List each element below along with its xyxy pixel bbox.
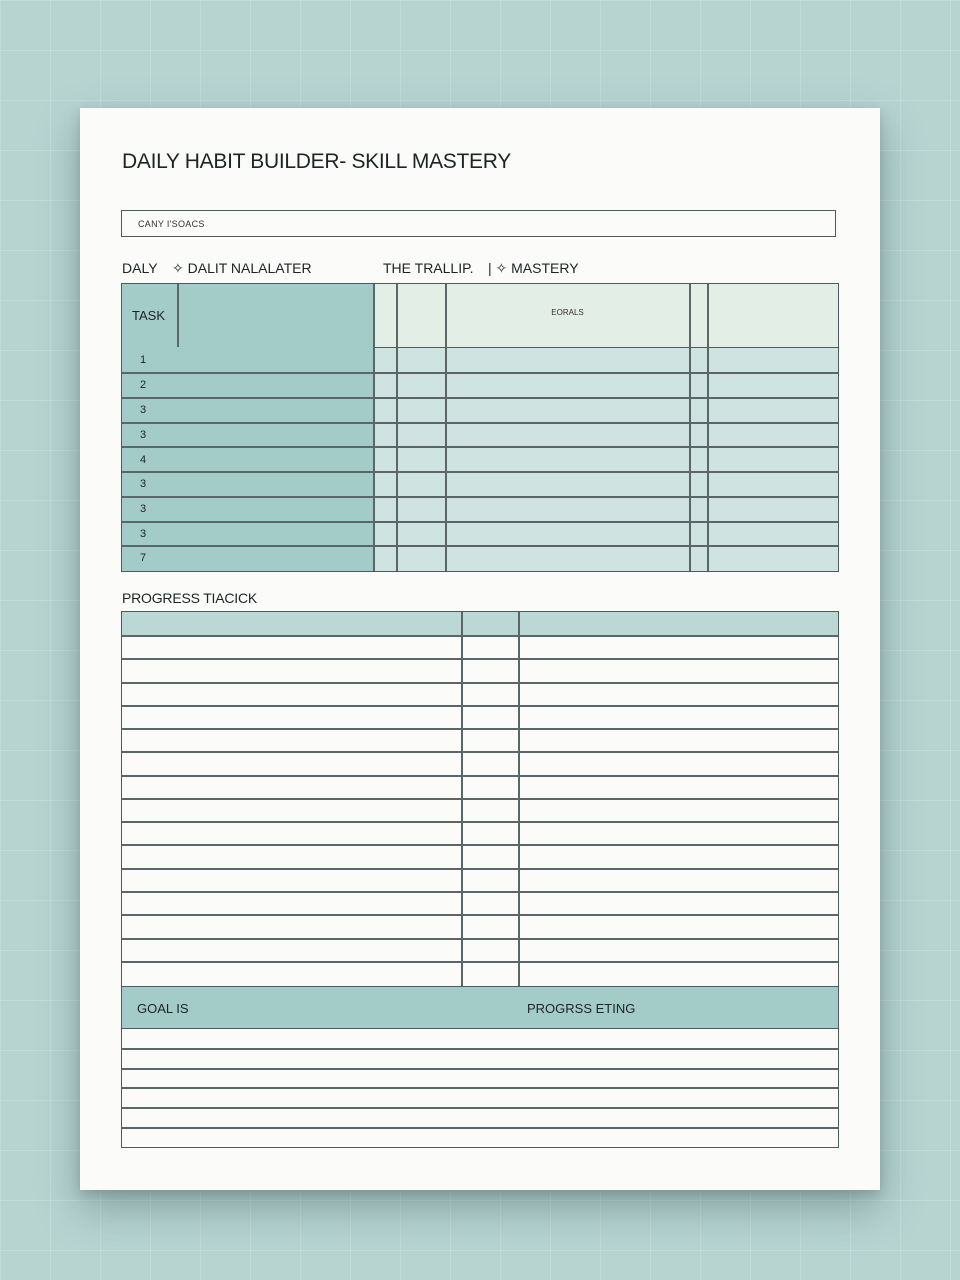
row-divider <box>122 1127 838 1129</box>
row-divider <box>122 1068 838 1070</box>
worksheet-page <box>80 108 880 1190</box>
row-divider <box>122 891 838 893</box>
progress-rating-header: PROGRSS ETING <box>527 1001 636 1016</box>
column-divider <box>396 284 398 571</box>
progress-section-title: PROGRESS TIACICK <box>122 590 258 606</box>
row-number: 3 <box>140 503 147 515</box>
row-divider <box>122 1107 838 1109</box>
row-number: 3 <box>140 404 147 416</box>
row-divider <box>122 821 838 823</box>
column-divider <box>177 284 179 347</box>
row-divider <box>122 938 838 940</box>
row-divider <box>122 1087 838 1089</box>
row-divider <box>122 372 838 374</box>
row-divider <box>122 798 838 800</box>
mastery-label: | ✧ MASTERY <box>488 260 579 276</box>
goals-table-header <box>122 987 838 1029</box>
row-divider <box>122 496 838 498</box>
row-divider <box>122 422 838 424</box>
progress-table[interactable] <box>121 611 839 987</box>
row-divider <box>122 521 838 523</box>
progress-table-header <box>122 612 838 635</box>
column-divider <box>373 284 375 571</box>
name-field-label: CANY I'SOACS <box>138 219 205 229</box>
name-field[interactable] <box>121 210 836 237</box>
row-number: 2 <box>140 379 147 391</box>
row-divider <box>122 961 838 963</box>
row-divider <box>122 397 838 399</box>
row-number: 1 <box>140 354 147 366</box>
row-number: 7 <box>140 552 147 564</box>
row-divider <box>122 844 838 846</box>
task-table <box>121 283 839 572</box>
row-divider <box>122 471 838 473</box>
column-divider <box>689 284 691 571</box>
row-divider <box>122 775 838 777</box>
row-number: 3 <box>140 429 147 441</box>
row-divider <box>122 1048 838 1050</box>
task-header: TASK <box>132 308 165 323</box>
row-number: 3 <box>140 528 147 540</box>
tracker-label: THE TRALLIP. <box>383 260 474 276</box>
goals-table[interactable] <box>121 986 839 1148</box>
row-divider <box>122 751 838 753</box>
row-divider <box>122 635 838 637</box>
row-divider <box>122 728 838 730</box>
row-number: 4 <box>140 454 147 466</box>
column-divider <box>707 284 709 571</box>
row-divider <box>122 914 838 916</box>
row-divider <box>122 658 838 660</box>
row-divider <box>122 705 838 707</box>
row-divider <box>122 446 838 448</box>
daily-label: DALY <box>122 260 158 276</box>
goals-header: GOAL IS <box>137 1001 189 1016</box>
goals-header: EORALS <box>551 308 584 317</box>
column-divider <box>445 284 447 571</box>
row-divider <box>122 545 838 547</box>
habit-tracker-label: ✧ DALIT NALALATER <box>172 260 312 276</box>
row-number: 3 <box>140 478 147 490</box>
row-divider <box>122 868 838 870</box>
task-column <box>122 284 374 571</box>
row-divider <box>122 682 838 684</box>
page-title: DAILY HABIT BUILDER- SKILL MASTERY <box>122 150 511 173</box>
